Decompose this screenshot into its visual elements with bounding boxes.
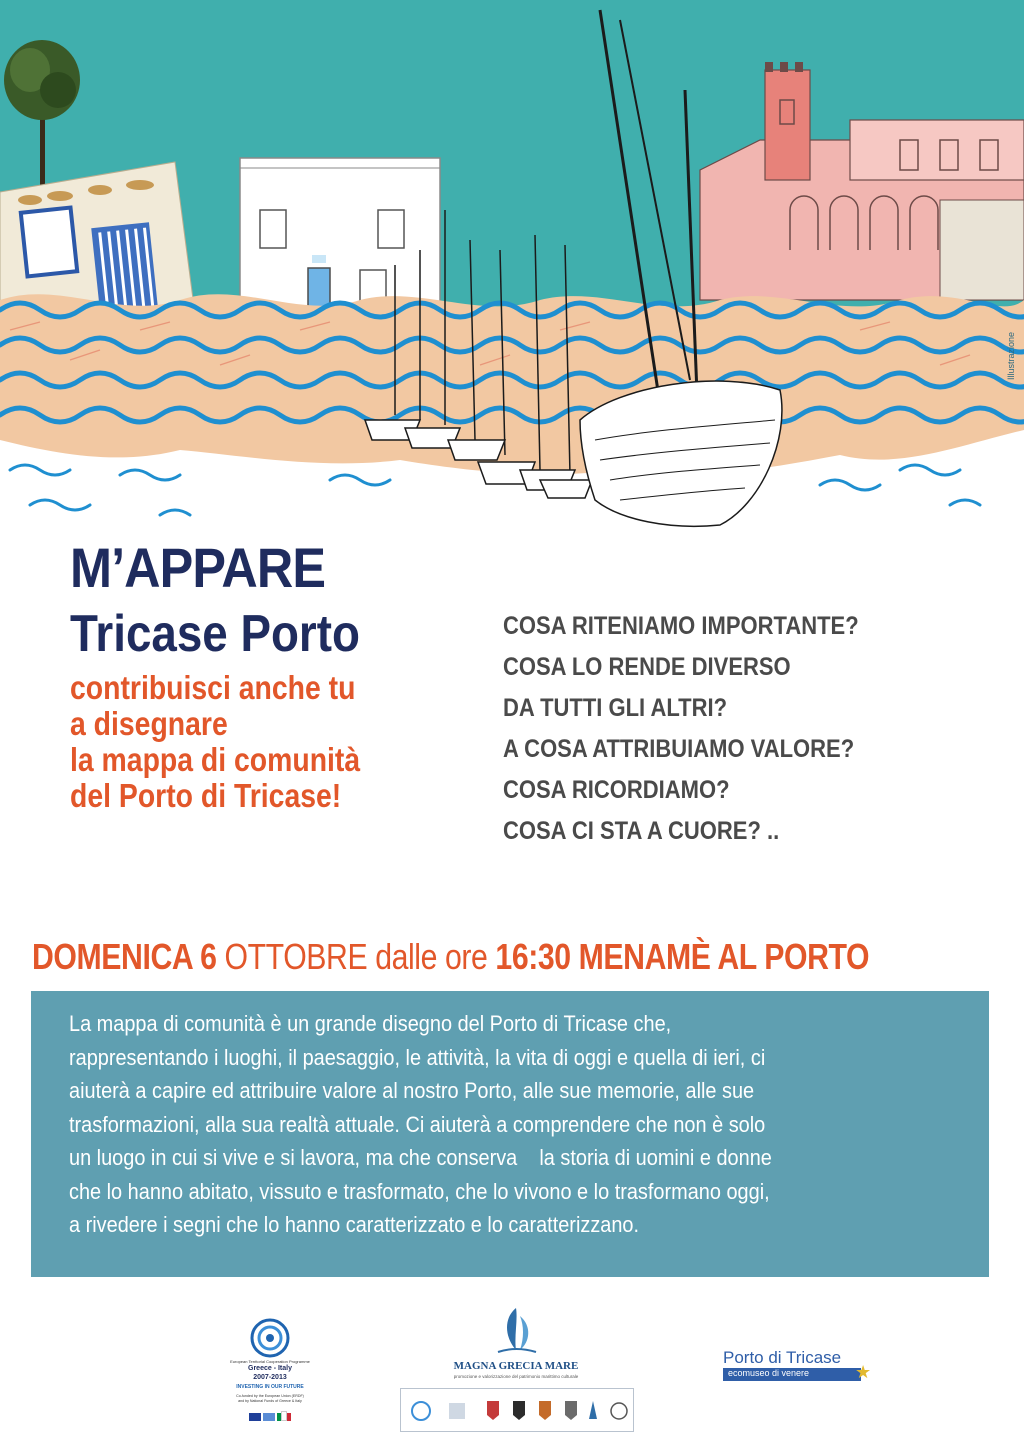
magna-grecia-name: MAGNA GRECIA MARE [453,1360,579,1372]
program-slogan: INVESTING IN OUR FUTURE [236,1384,304,1390]
magna-grecia-tagline: promozione e valorizzazione del patrimonio marittimo culturale [453,1374,579,1379]
description-line: trasformazioni, alla sua realtà attuale. Ci aiuterà a comprendere che non è solo [69,1111,766,1137]
program-funding-2: and by National Funds of Greece & Italy [238,1399,302,1403]
page-subtitle-location: Tricase Porto [70,605,360,663]
event-month: OTTOBRE [224,936,368,977]
description-line: rappresentando i luoghi, il paesaggio, le attività, la vita di oggi e quella di ieri, ci [69,1044,766,1070]
flags-icon [249,1408,293,1416]
star-icon: ★ [855,1362,872,1382]
description-box [31,991,989,1277]
cta-line: la mappa di comunità [70,741,361,778]
event-date-line [32,936,869,978]
spiral-logo-icon [247,1318,293,1358]
program-title: Greece - Italy [248,1365,292,1372]
logo-greece-italy [225,1318,315,1438]
question-item: COSA LO RENDE DIVERSO [503,653,791,681]
page-title: M’APPARE [70,536,326,599]
sponsor-logos [0,1300,1024,1448]
partner-emblems [400,1388,634,1432]
program-years: 2007-2013 [253,1374,287,1381]
description-line: aiuterà a capire ed attribuire valore al nostro Porto, alle sue memorie, alle sue [69,1078,755,1103]
partner-emblem-icons [401,1389,633,1429]
question-item: A COSA ATTRIBUIAMO VALORE? [503,735,855,763]
cta-line: a disegnare [70,705,228,742]
porto-tricase-name: Porto di Tricase [723,1348,842,1367]
harbor-illustration [0,0,1024,540]
description-line: che lo hanno abitato, vissuto e trasformato, che lo vivono e lo trasformano oggi, [69,1178,770,1204]
cta-line: contribuisci anche tu [70,669,356,706]
description-line: La mappa di comunità è un grande disegno del Porto di Tricase che, [69,1011,672,1036]
program-name: European Territorial Cooperation Programme [230,1359,310,1364]
porto-tricase-tagline: ecomuseo di venere [728,1368,810,1378]
description-line: a rivedere i segni che lo hanno caratterizzato e lo caratterizzano. [69,1212,640,1237]
question-item: DA TUTTI GLI ALTRI? [503,694,728,722]
event-connector: dalle ore [375,936,488,977]
question-item: COSA RICORDIAMO? [503,776,730,804]
cta-line: del Porto di Tricase! [70,777,342,814]
sail-logo-icon [486,1306,546,1356]
program-funding: Co-funded by the European Union (ERDF) [236,1394,304,1398]
questions-list [503,606,907,852]
logo-magna-grecia [398,1306,634,1442]
call-to-action [70,670,407,814]
event-day: DOMENICA 6 [32,936,217,977]
description-text [69,1007,954,1242]
event-time-place: 16:30 MENAMÈ AL PORTO [495,936,870,977]
logo-porto-tricase [720,1348,880,1388]
question-item: COSA CI STA A CUORE? .. [503,817,780,845]
description-line: un luogo in cui si vive e si lavora, ma che conserva la storia di uomini e donne [69,1145,772,1170]
question-item: COSA RITENIAMO IMPORTANTE? [503,612,859,640]
svg-text:Illustrazione: Illustrazione [1006,331,1016,380]
